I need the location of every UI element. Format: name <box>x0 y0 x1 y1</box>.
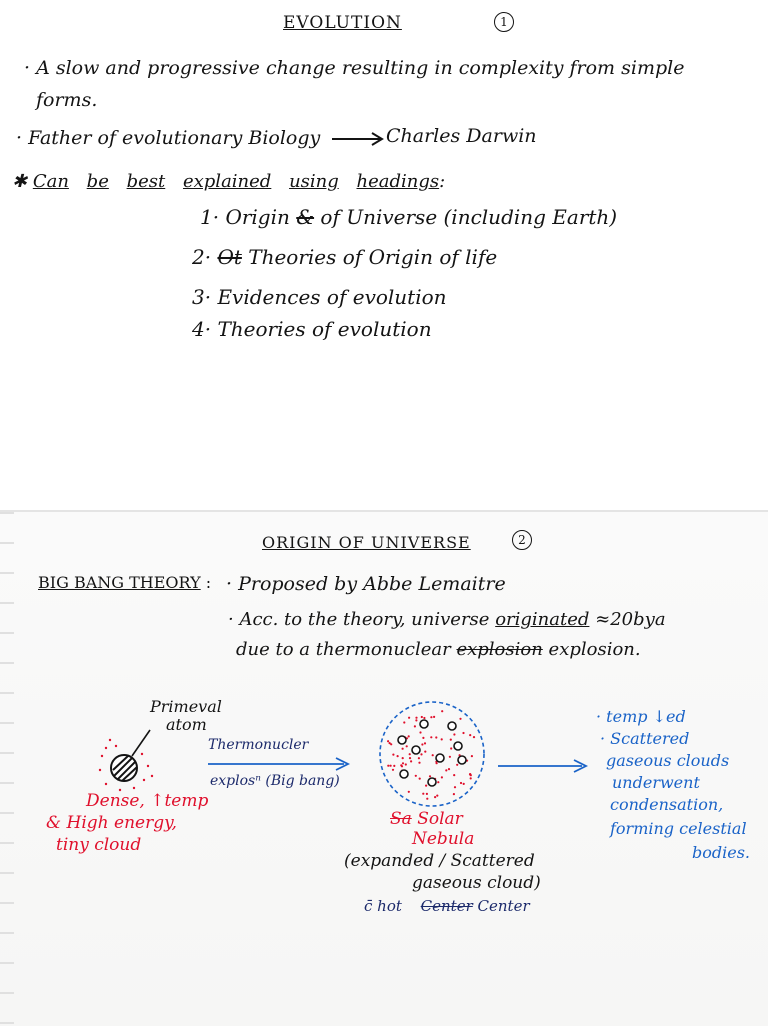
solar-struck-text: Sa <box>390 809 412 829</box>
nebula-dust-dot <box>454 786 456 788</box>
hot-center-label <box>364 898 530 915</box>
dense-line-1: Dense, ↑temp <box>86 791 209 811</box>
nebula-dust-dot <box>456 764 458 766</box>
nebula-dust-dot <box>414 725 416 727</box>
nebula-dust-dot <box>421 716 423 718</box>
nebula-dust-dot <box>402 762 404 764</box>
nebula-dust-dot <box>402 757 404 759</box>
heading-item-2 <box>192 246 497 268</box>
nebula-dust-dot <box>387 765 389 767</box>
heading-item-1 <box>200 206 617 228</box>
hot-struck-text: Center <box>420 897 473 915</box>
nebula-dust-dot <box>424 742 426 744</box>
father-label: · Father of evolutionary Biology <box>16 127 321 149</box>
nebula-dust-dot <box>473 736 475 738</box>
solar-text: Solar <box>417 809 463 829</box>
theory-line-2 <box>236 640 641 660</box>
definition-line-2: forms. <box>36 89 98 111</box>
nebula-dust-dot <box>410 760 412 762</box>
nebula-dust-dot <box>423 717 425 719</box>
nebula-dust-dot <box>441 776 443 778</box>
nebula-dust-dot <box>437 781 439 783</box>
definition-line-1: · A slow and progressive change resulting in complexity from simple <box>24 57 685 79</box>
theory-text: due to a thermonuclear <box>236 639 451 660</box>
nebula-dust-dot <box>426 793 428 795</box>
result-line: · temp ↓ed <box>596 707 686 726</box>
item-number: 3· <box>192 285 212 309</box>
nebula-dust-dot <box>387 740 389 742</box>
dense-line-2: & High energy, <box>46 813 177 833</box>
nebula-dust-dot <box>430 736 432 738</box>
big-bang-label-text: BIG BANG THEORY <box>38 573 201 592</box>
nebula-dust-dot <box>436 795 438 797</box>
nebula-dust-dot <box>450 747 452 749</box>
word-explained: explained <box>182 171 272 192</box>
nebula-dust-dot <box>432 754 434 756</box>
nebula-dust-dot <box>449 756 451 758</box>
nebula-dust-dot <box>405 763 407 765</box>
nebula-dust-dot <box>462 732 464 734</box>
result-line: · Scattered <box>600 729 690 748</box>
nebula-dust-dot <box>425 785 427 787</box>
nebula-dust-dot <box>402 748 404 750</box>
notebook-binding-strip <box>0 512 14 1026</box>
result-line: gaseous clouds <box>606 751 730 770</box>
big-bang-arrow-label-2: explosⁿ (Big bang) <box>210 773 340 789</box>
big-bang-arrow-label-1: Thermonucler <box>208 737 309 753</box>
nebula-dust-dot <box>408 717 410 719</box>
nebula-dust-dot <box>418 762 420 764</box>
word-best: best <box>126 171 166 192</box>
star-icon: ✱ <box>12 171 28 192</box>
nebula-dust-dot <box>469 773 471 775</box>
nebula-dust-dot <box>397 755 399 757</box>
nebula-dust-dot <box>471 755 473 757</box>
nebula-dust-dot <box>390 765 392 767</box>
nebula-dust-dot <box>421 743 423 745</box>
nebula-dust-dot <box>415 717 417 719</box>
word-can: Can <box>32 171 69 192</box>
result-line: underwent <box>612 773 700 792</box>
item-number: 1· <box>200 205 220 229</box>
right-arrow-icon <box>330 132 390 146</box>
nebula-dust-dot <box>408 735 410 737</box>
result-line: forming celestial <box>610 819 747 838</box>
word-headings: headings <box>356 171 440 192</box>
headings-intro <box>12 172 445 192</box>
right-arrow-icon <box>206 756 356 772</box>
nebula-dust-dot <box>392 754 394 756</box>
nebula-dust-dot <box>441 710 443 712</box>
nebula-dust-dot <box>408 791 410 793</box>
theory-explosion: explosion. <box>548 639 641 660</box>
primeval-label: Primeval <box>150 697 222 716</box>
solar-nebula-icon <box>374 698 494 808</box>
nebula-dust-dot <box>403 721 405 723</box>
nebula-dust-dot <box>424 751 426 753</box>
nebula-dust-dot <box>453 774 455 776</box>
nebula-dust-dot <box>459 718 461 720</box>
word-colon: : <box>439 171 446 192</box>
nebula-dust-dot <box>401 765 403 767</box>
atom-label: atom <box>166 715 207 734</box>
item-text: of Universe (including Earth) <box>320 205 618 229</box>
hot-center-text: Center <box>477 897 530 915</box>
nebula-dust-dot <box>429 775 431 777</box>
nebula-dust-dot <box>393 765 395 767</box>
big-bang-label <box>38 574 211 592</box>
item-pre: Origin <box>225 205 290 229</box>
word-using: using <box>289 171 339 192</box>
word-be: be <box>86 171 109 192</box>
nebula-dust-dot <box>392 769 394 771</box>
right-arrow-icon <box>496 758 596 774</box>
theory-line-1 <box>228 610 666 630</box>
nebula-dust-dot <box>463 783 465 785</box>
item-text: Theories of evolution <box>217 317 432 341</box>
nebula-dust-dot <box>422 793 424 795</box>
nebula-dust-dot <box>450 739 452 741</box>
nebula-dust-dot <box>415 719 417 721</box>
nebula-dust-dot <box>419 731 421 733</box>
nebula-dust-dot <box>453 793 455 795</box>
father-name: Charles Darwin <box>386 125 537 147</box>
nebula-dust-dot <box>409 753 411 755</box>
nebula-dust-dot <box>389 742 391 744</box>
hot-prefix: c̄ hot <box>364 897 402 915</box>
notebook-page-1 <box>0 0 768 510</box>
expanded-line-1: (expanded / Scattered <box>344 851 535 871</box>
heading-item-3 <box>192 286 447 308</box>
nebula-dust-dot <box>406 745 408 747</box>
item-text: Theories of Origin of life <box>248 245 498 269</box>
item-number: 2· <box>192 245 212 269</box>
expanded-line-2: gaseous cloud) <box>412 873 541 893</box>
theory-struck-word: explosion <box>456 639 543 660</box>
nebula-dust-dot <box>422 737 424 739</box>
proposed-by-line: · Proposed by Abbe Lemaitre <box>226 573 506 595</box>
page-title: EVOLUTION <box>283 13 402 33</box>
theory-age: ≈20bya <box>595 609 666 630</box>
nebula-dust-dot <box>441 738 443 740</box>
nebula-dust-dot <box>430 716 432 718</box>
nebula-dust-dot <box>426 798 428 800</box>
solar-label <box>390 810 463 829</box>
notebook-page-2 <box>0 510 768 1026</box>
nebula-dust-dot <box>419 778 421 780</box>
nebula-dust-dot <box>420 753 422 755</box>
nebula-dust-dot <box>415 775 417 777</box>
nebula-dust-dot <box>469 734 471 736</box>
heading-item-4 <box>192 318 432 340</box>
result-line: condensation, <box>610 795 724 814</box>
nebula-dust-dot <box>445 769 447 771</box>
nebula-dust-dot <box>418 757 420 759</box>
big-bang-colon: : <box>205 573 212 592</box>
theory-originated: originated <box>495 609 590 630</box>
nebula-dust-dot <box>448 768 450 770</box>
nebula-dust-dot <box>434 796 436 798</box>
nebula-dust-dot <box>470 777 472 779</box>
nebula-dust-dot <box>435 736 437 738</box>
dense-line-3: tiny cloud <box>56 835 142 855</box>
item-number: 4· <box>192 317 212 341</box>
page-number-badge: 2 <box>512 530 532 550</box>
nebula-dust-dot <box>433 716 435 718</box>
nebula-label: Nebula <box>412 829 475 849</box>
result-line: bodies. <box>692 843 750 862</box>
nebula-dust-dot <box>409 757 411 759</box>
item-struck-text: & <box>296 205 315 229</box>
item-text: Evidences of evolution <box>217 285 447 309</box>
theory-text: · Acc. to the theory, universe <box>228 609 490 630</box>
page-title: ORIGIN OF UNIVERSE <box>262 533 471 552</box>
nebula-dust-dot <box>453 733 455 735</box>
item-struck-text: Ot <box>217 245 242 269</box>
nebula-dust-dot <box>460 782 462 784</box>
page-number-badge: 1 <box>494 12 514 32</box>
